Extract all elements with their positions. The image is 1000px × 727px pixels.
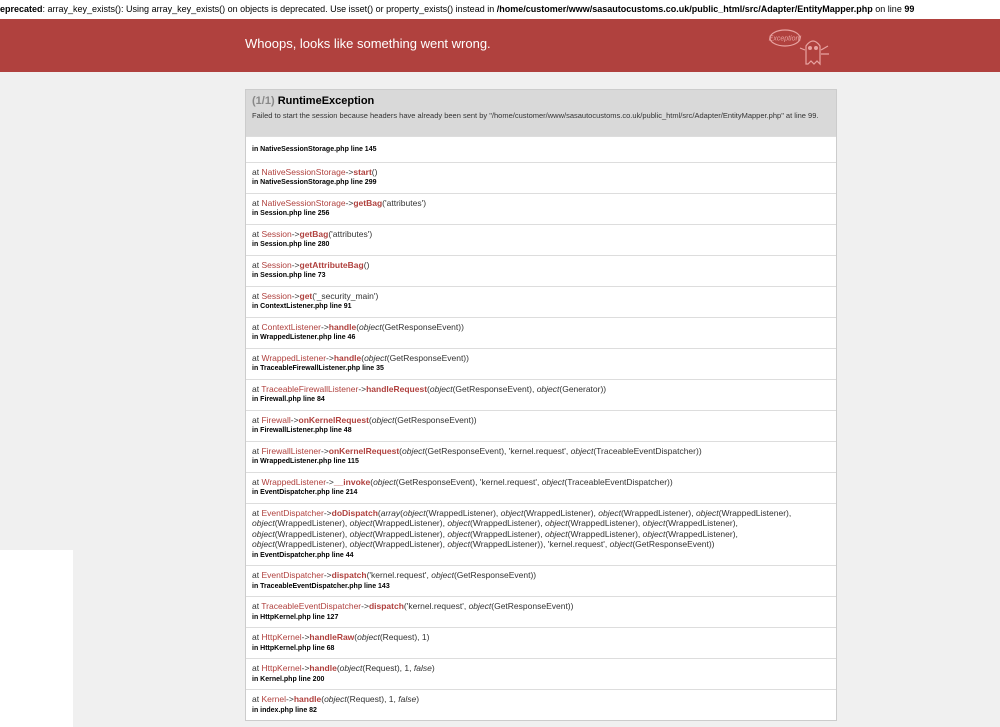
- exception-header: [246, 90, 836, 136]
- trace-location: in NativeSessionStorage.php line 145: [252, 146, 377, 153]
- exception-ghost-icon: [768, 26, 838, 66]
- trace-location: in HttpKernel.php line 68: [252, 644, 335, 652]
- trace-item: [246, 286, 836, 317]
- trace-location: in Session.php line 280: [252, 241, 330, 248]
- stack-trace: [246, 136, 836, 720]
- exception-title: [252, 95, 830, 107]
- trace-call: at WrappedListener->handle(object(GetResponseEvent)): [252, 352, 469, 363]
- error-banner: [0, 19, 1000, 72]
- notice-text: : array_key_exists(): Using array_key_exists() on objects is deprecated. Use isset() or property_exists() instead in: [42, 4, 497, 14]
- trace-location: in FirewallListener.php line 48: [252, 427, 352, 434]
- trace-item: [246, 379, 836, 410]
- notice-line-text: on line: [872, 4, 905, 14]
- trace-location: in index.php line 82: [252, 706, 317, 714]
- trace-location: in WrappedListener.php line 46: [252, 334, 356, 341]
- trace-call: at NativeSessionStorage->start(): [252, 166, 378, 177]
- error-title: Whoops, looks like something went wrong.: [245, 36, 491, 51]
- trace-call: at Session->getBag('attributes'): [252, 228, 373, 239]
- exception-name: RuntimeException: [277, 95, 375, 107]
- trace-location: in Firewall.php line 84: [252, 396, 325, 403]
- trace-item: [246, 565, 836, 596]
- trace-location: in Session.php line 73: [252, 272, 326, 279]
- trace-item: [246, 503, 836, 566]
- trace-call: at WrappedListener->__invoke(object(GetResponseEvent), 'kernel.request', object(TraceableEventDispatcher)): [252, 476, 673, 487]
- trace-item: [246, 136, 836, 162]
- trace-location: in EventDispatcher.php line 44: [252, 551, 354, 559]
- trace-location: in Kernel.php line 200: [252, 675, 325, 683]
- trace-item: [246, 627, 836, 658]
- trace-location: in WrappedListener.php line 115: [252, 458, 359, 465]
- blank-area: [0, 550, 73, 727]
- notice-path: /home/customer/www/sasautocustoms.co.uk/public_html/src/Adapter/EntityMapper.php: [496, 4, 873, 14]
- trace-call: at Session->get('_security_main'): [252, 290, 379, 301]
- trace-item: [246, 255, 836, 286]
- trace-call: at HttpKernel->handle(object(Request), 1, false): [252, 663, 435, 673]
- trace-item: [246, 348, 836, 379]
- trace-call: at NativeSessionStorage->getBag('attributes'): [252, 197, 427, 208]
- trace-item: [246, 472, 836, 503]
- deprecation-notice: [0, 0, 1000, 19]
- trace-call: at TraceableFirewallListener->handleRequest(object(GetResponseEvent), object(Generator)): [252, 383, 607, 394]
- trace-call: at Firewall->onKernelRequest(object(GetResponseEvent)): [252, 414, 477, 425]
- trace-item: [246, 317, 836, 348]
- trace-call: at FirewallListener->onKernelRequest(object(GetResponseEvent), 'kernel.request', object(TraceableEventDispatcher)): [252, 445, 702, 456]
- trace-item: [246, 658, 836, 689]
- trace-item: [246, 193, 836, 224]
- trace-call: at ContextListener->handle(object(GetResponseEvent)): [252, 321, 464, 332]
- trace-item: [246, 162, 836, 193]
- trace-location: in EventDispatcher.php line 214: [252, 489, 358, 496]
- trace-call: at Kernel->handle(object(Request), 1, false): [252, 694, 420, 704]
- trace-location: in Session.php line 256: [252, 210, 330, 217]
- notice-prefix: eprecated: [0, 4, 43, 14]
- trace-location: in NativeSessionStorage.php line 299: [252, 179, 377, 186]
- trace-call: at EventDispatcher->dispatch('kernel.request', object(GetResponseEvent)): [252, 570, 537, 580]
- trace-call: at EventDispatcher->doDispatch(array(object(WrappedListener), object(WrappedListener), object(WrappedListener), object(WrappedListener), object(WrappedListener), object(WrappedListener), object(WrappedListener), object(WrappedListener), object(WrappedListener), object(WrappedListener), object(WrappedListener), object(WrappedListener), object(WrappedListener), object(WrappedListener), object(WrappedListener), object(WrappedListener), object(WrappedListener)), 'kernel.request', object(GetResponseEvent)): [252, 507, 792, 549]
- trace-call: at TraceableEventDispatcher->dispatch('kernel.request', object(GetResponseEvent)): [252, 601, 574, 611]
- trace-item: [246, 689, 836, 720]
- trace-call: at Session->getAttributeBag(): [252, 259, 370, 270]
- logo-text: Exception!: [768, 35, 802, 43]
- trace-item: [246, 441, 836, 472]
- trace-location: in ContextListener.php line 91: [252, 303, 352, 310]
- trace-location: in TraceableEventDispatcher.php line 143: [252, 582, 390, 590]
- trace-item: [246, 596, 836, 627]
- trace-item: [246, 224, 836, 255]
- trace-location: in TraceableFirewallListener.php line 35: [252, 365, 384, 372]
- trace-location: in HttpKernel.php line 127: [252, 613, 339, 621]
- exception-message: Failed to start the session because headers have already been sent by "/home/customer/www/sasautocustoms.co.uk/public_html/src/Adapter/EntityMapper.php" at line 99.: [252, 111, 819, 120]
- exception-panel: [245, 89, 837, 721]
- exception-count: (1/1): [252, 95, 275, 107]
- trace-call: at HttpKernel->handleRaw(object(Request), 1): [252, 632, 430, 642]
- trace-item: [246, 410, 836, 441]
- notice-line: 99: [904, 4, 915, 14]
